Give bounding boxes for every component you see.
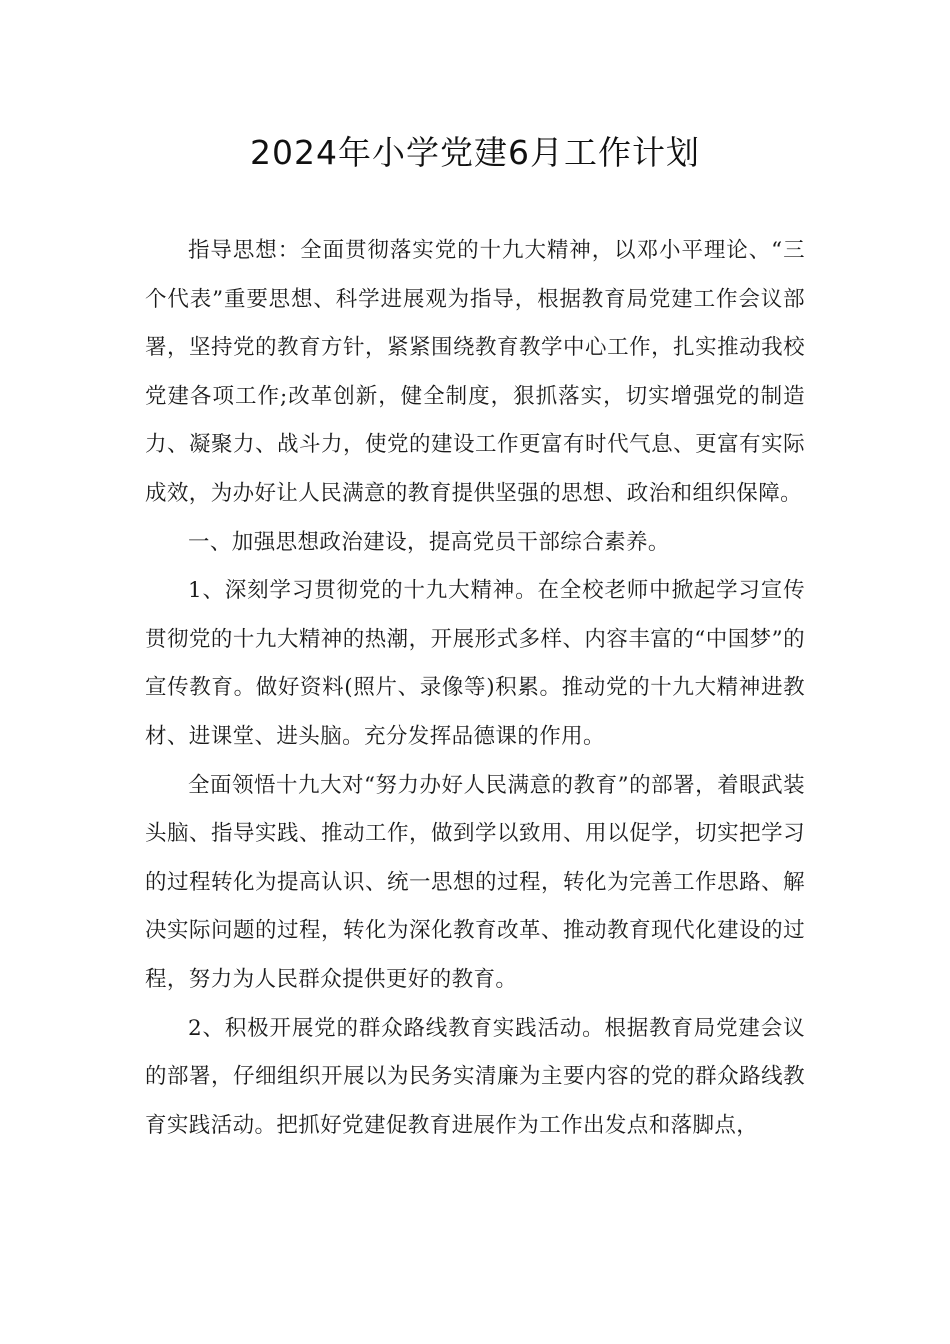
paragraph-comprehensive-understanding: 全面领悟十九大对“努力办好人民满意的教育”的部署，着眼武装头脑、指导实践、推动工作，做到学以致用、用以促学，切实把学习的过程转化为提高认识、统一思想的过程，转化为完善工作思路、解决实际问题的过程，转化为深化教育改革、推动教育现代化建设的过程，努力为人民群众提供更好的教育。 bbox=[145, 772, 805, 992]
document-title: 2024年小学党建6月工作计划 bbox=[250, 133, 700, 172]
paragraph-guiding-ideology: 指导思想：全面贯彻落实党的十九大精神，以邓小平理论、“三个代表”重要思想、科学进展观为指导，根据教育局党建工作会议部署，坚持党的教育方针，紧紧围绕教育教学中心工作，扎实推动我校党建各项工作;改革创新，健全制度，狠抓落实，切实增强党的制造力、凝聚力、战斗力，使党的建设工作更富有时代气息、更富有实际成效，为办好让人民满意的教育提供坚强的思想、政治和组织保障。 bbox=[145, 238, 805, 506]
paragraph-item-two: 2、积极开展党的群众路线教育实践活动。根据教育局党建会议的部署，仔细组织开展以为民务实清廉为主要内容的党的群众路线教育实践活动。把抓好党建促教育进展作为工作出发点和落脚点， bbox=[145, 1015, 805, 1138]
paragraph-item-one: 1、深刻学习贯彻党的十九大精神。在全校老师中掀起学习宣传贯彻党的十九大精神的热潮，开展形式多样、内容丰富的“中国梦”的宣传教育。做好资料(照片、录像等)积累。推动党的十九大精神进教材、进课堂、进头脑。充分发挥品德课的作用。 bbox=[145, 578, 805, 749]
paragraph-section-one-heading: 一、加强思想政治建设，提高党员干部综合素养。 bbox=[188, 529, 670, 555]
document-body bbox=[145, 227, 805, 1150]
